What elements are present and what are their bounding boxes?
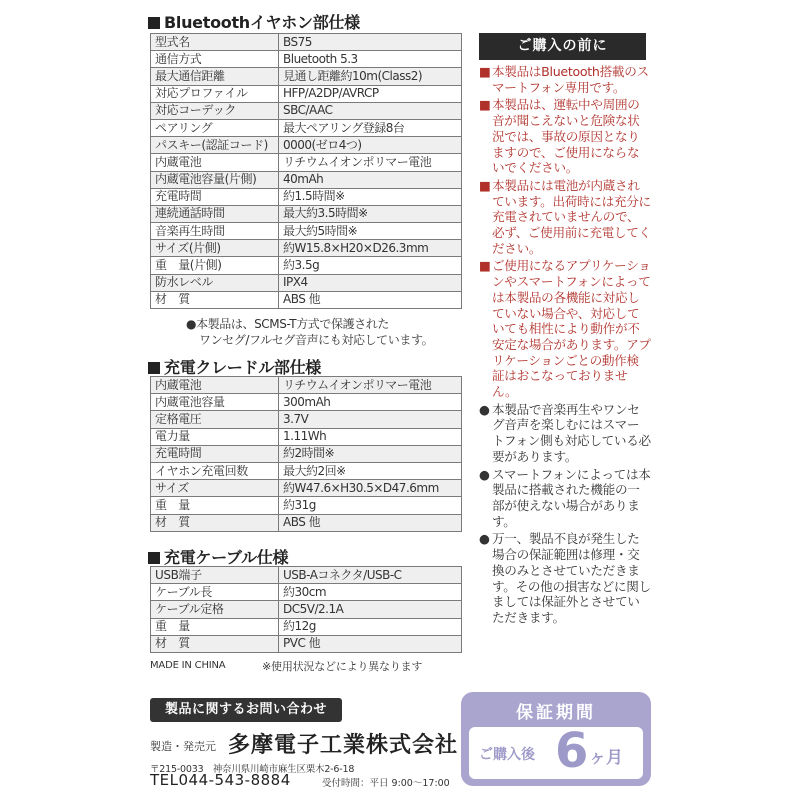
company-name: 多摩電子工業株式会社 [228,732,459,758]
spec-label: 重 量 [151,497,279,514]
spec-value: 約W47.6×H30.5×D47.6mm [279,480,462,497]
table-row [151,51,462,68]
square-bullet-icon: ■ [479,97,491,113]
maker-label: 製造・発売元 [150,740,216,753]
spec-label: 内蔵電池容量 [151,394,279,411]
spec-label: USB端子 [151,567,279,584]
spec-value: HFP/A2DP/AVRCP [279,85,462,102]
spec-label: 連続通話時間 [151,205,279,222]
table-row [151,428,462,445]
table-row [151,480,462,497]
spec-value: 最大約3.5時間※ [279,205,462,222]
warranty-badge [461,692,651,786]
spec-value: 3.7V [279,411,462,428]
spec-label: ケーブル定格 [151,601,279,618]
spec-value: 約3.5g [279,257,462,274]
spec-value: 最大ペアリング登録8台 [279,119,462,136]
spec-label: 内蔵電池 [151,377,279,394]
cable-spec-title: 充電ケーブル仕様 [148,545,288,568]
table-row [151,567,462,584]
cradle-spec-table [150,376,462,532]
spec-value: 0000(ゼロ4つ) [279,137,462,154]
spec-value: 約31g [279,497,462,514]
circle-bullet-icon: ● [479,466,490,482]
spec-value: 見通し距離約10m(Class2) [279,68,462,85]
spec-value: 約2時間※ [279,445,462,462]
circle-bullet-icon: ● [479,401,490,417]
spec-label: イヤホン充電回数 [151,462,279,479]
table-row [151,274,462,291]
notice-item: ■ 本製品は、運転中や周囲の音が聞こえないと危険な状況では、事故の原因となりますので、ご使用にならないでください。 [479,97,640,176]
table-row [151,377,462,394]
company-address: 〒215-0033 神奈川県川崎市麻生区栗木2-6-18 [150,764,355,775]
spec-value: PVC 他 [279,635,462,652]
spec-label: 重 量 [151,618,279,635]
spec-label: サイズ [151,480,279,497]
bluetooth-spec-table [150,33,462,309]
spec-value: 約30cm [279,584,462,601]
notice-item: ■ 本製品はBluetooth搭載のスマートフォン専用です。 [479,64,649,95]
table-row [151,171,462,188]
table-row [151,445,462,462]
spec-label: 内蔵電池容量(片側) [151,171,279,188]
spec-label: パスキー(認証コード) [151,137,279,154]
contact-header: 製品に関するお問い合わせ [150,698,342,722]
spec-label: 充電時間 [151,445,279,462]
warranty-number: 6 [555,723,589,779]
spec-label: 防水レベル [151,274,279,291]
spec-label: 対応コーデック [151,102,279,119]
spec-value: SBC/AAC [279,102,462,119]
spec-value: リチウムイオンポリマー電池 [279,154,462,171]
table-row [151,497,462,514]
spec-value: DC5V/2.1A [279,601,462,618]
spec-value: BS75 [279,34,462,51]
spec-value: 1.11Wh [279,428,462,445]
note-line-1: ●本製品は、SCMS-T方式で保護された [186,317,389,331]
spec-value: 約1.5時間※ [279,188,462,205]
table-row [151,514,462,531]
table-row [151,601,462,618]
spec-label: 重 量(片側) [151,257,279,274]
notice-item: ● 本製品で音楽再生やワンセグ音声を楽しむにはスマートフォン側も対応している必要があります。 [479,401,651,464]
spec-value: IPX4 [279,274,462,291]
spec-label: 材 質 [151,291,279,308]
spec-value: Bluetooth 5.3 [279,51,462,68]
table-row [151,205,462,222]
table-row [151,257,462,274]
table-row [151,240,462,257]
square-bullet-icon: ■ [479,258,491,274]
spec-value: USB-Aコネクタ/USB-C [279,567,462,584]
spec-value: 最大約2回※ [279,462,462,479]
phone-number: TEL044-543-8884 [150,771,291,789]
spec-label: 対応プロファイル [151,85,279,102]
warranty-unit: ヶ月 [589,748,623,768]
spec-value: リチウムイオンポリマー電池 [279,377,462,394]
section-square-icon [148,552,160,564]
table-row [151,223,462,240]
business-hours: 受付時間：平日 9:00～17:00 [322,778,450,789]
table-row [151,394,462,411]
table-row [151,68,462,85]
notice-item: ● スマートフォンによっては本製品に搭載された機能の一部が使えない場合があります。 [479,466,651,529]
square-bullet-icon: ■ [479,64,491,79]
table-row [151,119,462,136]
spec-label: 通信方式 [151,51,279,68]
spec-value: 40mAh [279,171,462,188]
table-row [151,102,462,119]
circle-bullet-icon: ● [479,531,490,547]
spec-value: 最大約5時間※ [279,223,462,240]
spec-label: 音楽再生時間 [151,223,279,240]
warranty-prefix: ご購入後 [479,747,535,763]
section-square-icon [148,362,160,374]
table-row [151,137,462,154]
made-in-label: MADE IN CHINA [150,660,226,671]
cradle-spec-title: 充電クレードル部仕様 [148,355,321,378]
spec-label: 最大通信距離 [151,68,279,85]
notice-title: ご購入の前に [479,33,646,60]
square-bullet-icon: ■ [479,177,491,193]
notice-item: ● 万一、製品不良が発生した場合の保証範囲は修理・交換のみとさせていただきます。その他の損害などに関しましては保証外とさせていただきます。 [479,531,651,625]
spec-label: ペアリング [151,119,279,136]
table-row [151,635,462,652]
spec-label: 充電時間 [151,188,279,205]
table-row [151,411,462,428]
spec-value: 300mAh [279,394,462,411]
notice-item: ■ 本製品には電池が内蔵されています。出荷時には充分に充電されていませんので、必ず、ご使用前に充電してください。 [479,177,651,256]
table-row [151,291,462,308]
table-row [151,188,462,205]
scms-t-note [186,316,433,348]
notice-list [479,64,651,628]
note-line-2: ワンセグ/フルセグ音声にも対応しています。 [199,333,434,347]
spec-label: 電力量 [151,428,279,445]
warranty-period-box [469,723,643,779]
table-row [151,618,462,635]
section-square-icon [148,17,160,29]
spec-label: 定格電圧 [151,411,279,428]
spec-label: ケーブル長 [151,584,279,601]
notice-item: ■ ご使用になるアプリケーションやスマートフォンによっては本製品の各機能に対応していない場合や、対応していても相性により動作が不安定な場合があります。アプリケーションごとの動作検証はおこなっておりません。 [479,258,651,400]
cable-spec-table [150,566,462,653]
warranty-title: 保証期間 [516,703,596,723]
spec-value: ABS 他 [279,291,462,308]
table-row [151,85,462,102]
spec-label: 材 質 [151,514,279,531]
spec-value: ABS 他 [279,514,462,531]
table-row [151,34,462,51]
table-row [151,154,462,171]
bluetooth-spec-title: Bluetoothイヤホン部仕様 [148,10,360,33]
table-row [151,584,462,601]
spec-label: 材 質 [151,635,279,652]
spec-label: 型式名 [151,34,279,51]
usage-note: ※使用状況などにより異なります [262,660,423,673]
table-row [151,462,462,479]
spec-value: 約W15.8×H20×D26.3mm [279,240,462,257]
spec-value: 約12g [279,618,462,635]
spec-label: 内蔵電池 [151,154,279,171]
spec-label: サイズ(片側) [151,240,279,257]
